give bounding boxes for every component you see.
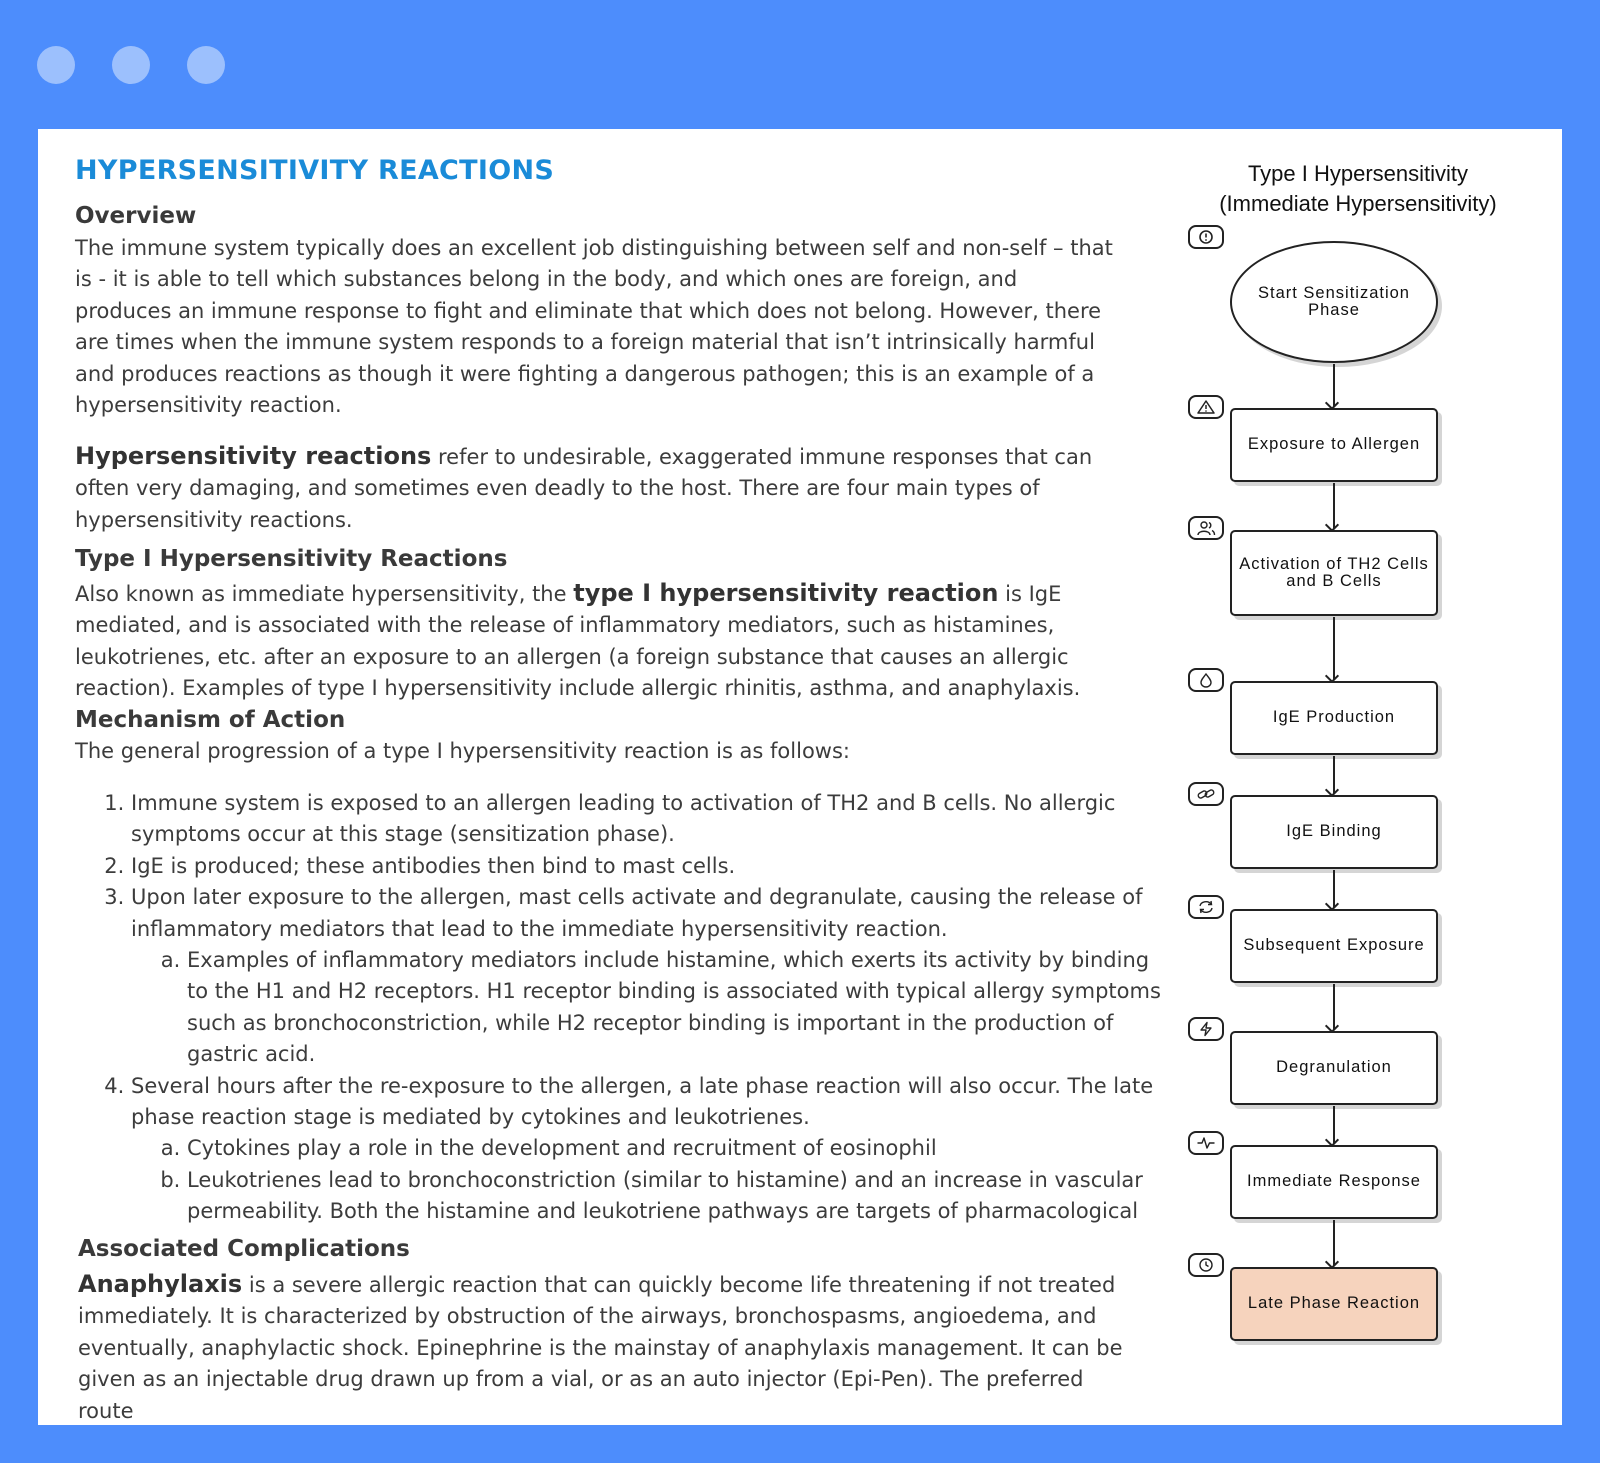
- flow-arrow: [1333, 364, 1335, 407]
- list-item-text: Upon later exposure to the allergen, mast cells activate and degranulate, causing the release of inflammatory mediators that lead to the immediate hypersensitivity reaction.: [131, 885, 1143, 941]
- flow-node-late-phase-reaction: [1230, 1267, 1438, 1341]
- clock-icon: [1188, 1253, 1224, 1277]
- page-title: HYPERSENSITIVITY REACTIONS: [75, 155, 555, 186]
- flow-node-ige-binding: [1230, 795, 1438, 869]
- flow-node-label: IgE Production: [1272, 708, 1396, 727]
- flow-arrow: [1333, 617, 1335, 680]
- complications-heading: Associated Complications: [78, 1236, 410, 1262]
- hypersensitivity-text: refer to undesirable, exaggerated immune responses that can often very damaging, and sometimes even deadly to the host. There are four main types of hypersensitivity reactions.: [75, 445, 1093, 532]
- window-dot[interactable]: [37, 46, 75, 84]
- sub-list-item: a. Cytokines play a role in the development and recruitment of eosinophil: [187, 1133, 1176, 1164]
- flow-node-label: Start Sensitization Phase: [1258, 283, 1410, 319]
- alert-circle-icon: [1188, 225, 1224, 249]
- flowchart-title-line1: Type I Hypersensitivity: [1247, 161, 1469, 186]
- flow-node-label: Subsequent Exposure: [1243, 936, 1425, 955]
- flow-node-ige-production: [1230, 681, 1438, 755]
- window-dot[interactable]: [187, 46, 225, 84]
- sub-list-item: b. Leukotrienes lead to bronchoconstriction (similar to histamine) and an increase in vascular permeability. Both the histamine and leukotriene pathways are targets of pharmacological: [187, 1165, 1176, 1228]
- anaphylaxis-text: is a severe allergic reaction that can quickly become life threatening if not treated immediately. It is characterized by obstruction of the airways, bronchospasms, angioedema, and eventually, anaphylactic shock. Epinephrine is the mainstay of anaphylaxis management. It can be given as an injectable drug drawn up from a vial, or as an auto injector (Epi-Pen). The preferred route: [78, 1273, 1123, 1423]
- overview-heading: Overview: [75, 203, 197, 229]
- list-item-text: IgE is produced; these antibodies then bind to mast cells.: [131, 853, 736, 878]
- flow-arrow: [1333, 984, 1335, 1030]
- type1-term: type I hypersensitivity reaction: [573, 579, 999, 607]
- droplet-icon: [1188, 668, 1224, 692]
- content-panel: [38, 129, 1562, 1425]
- sub-list: [131, 1133, 1176, 1227]
- hypersensitivity-paragraph: [75, 441, 1120, 536]
- link-icon: [1188, 782, 1224, 806]
- flow-node-label: Exposure to Allergen: [1247, 435, 1421, 454]
- sub-list-item: a. Examples of inflammatory mediators include histamine, which exerts its activity by binding to the H1 and H2 receptors. H1 receptor binding is associated with typical allergy symptoms such as bronchoconstriction, while H2 receptor binding is important in the production of gastric acid.: [187, 945, 1176, 1071]
- flow-arrow: [1333, 1106, 1335, 1144]
- flow-node-label: IgE Binding: [1286, 822, 1382, 841]
- list-item: [131, 788, 1176, 851]
- list-item-text: Several hours after the re-exposure to the allergen, a late phase reaction will also occur. The late phase reaction stage is mediated by cytokines and leukotrienes.: [131, 1073, 1154, 1130]
- activity-icon: [1188, 1131, 1224, 1155]
- moa-intro: The general progression of a type I hypersensitivity reaction is as follows:: [75, 739, 850, 763]
- flow-arrow: [1333, 1220, 1335, 1266]
- flow-node-activation-th2-b: [1230, 530, 1438, 616]
- type1-heading: Type I Hypersensitivity Reactions: [75, 546, 508, 572]
- flowchart-title-line2: (Immediate Hypersensitivity): [1219, 191, 1497, 216]
- anaphylaxis-paragraph: [78, 1269, 1123, 1425]
- sub-list: [131, 945, 1176, 1071]
- mechanism-steps: [75, 788, 1176, 1228]
- flow-arrow: [1333, 870, 1335, 908]
- flow-node-exposure-allergen: [1230, 408, 1438, 482]
- window-dot[interactable]: [112, 46, 150, 84]
- flow-node-label: Immediate Response: [1247, 1172, 1421, 1191]
- type1-text-pre: Also known as immediate hypersensitivity, the: [75, 582, 574, 606]
- flow-node-label: Degranulation: [1276, 1058, 1392, 1077]
- warning-triangle-icon: [1188, 395, 1224, 419]
- flow-node-immediate-response: [1230, 1145, 1438, 1219]
- type1-paragraph: [75, 578, 1120, 705]
- flow-arrow: [1333, 483, 1335, 529]
- list-item: [131, 882, 1176, 1070]
- flow-arrow: [1333, 756, 1335, 794]
- hypersensitivity-term: Hypersensitivity reactions: [75, 442, 432, 470]
- anaphylaxis-term: Anaphylaxis: [78, 1270, 243, 1298]
- list-item: [131, 1071, 1176, 1228]
- flow-node-label: Activation of TH2 Cells and B Cells: [1239, 554, 1429, 590]
- flow-node-start-sensitization: [1230, 241, 1438, 363]
- type1-text-post: is IgE mediated, and is associated with the release of inflammatory mediators, such as histamines, leukotrienes, etc. after an exposure to an allergen (a foreign substance that causes an allergic reaction). Examples of type I hypersensitivity include allergic rhinitis, asthma, and anaphylaxis.: [75, 582, 1081, 701]
- overview-paragraph: The immune system typically does an excellent job distinguishing between self and non-self – that is - it is able to tell which substances belong in the body, and which ones are foreign, and produces an immune response to fight and eliminate that which does not belong. However, there are times when the immune system responds to a foreign material that isn’t intrinsically harmful and produces reactions as though it were fighting a dangerous pathogen; this is an example of a hypersensitivity reaction.: [75, 236, 1113, 418]
- flow-node-subsequent-exposure: [1230, 909, 1438, 983]
- refresh-icon: [1188, 895, 1224, 919]
- flowchart-title: [1168, 159, 1548, 219]
- list-item: [131, 851, 1176, 882]
- type1-flowchart: [1168, 159, 1548, 1409]
- moa-heading: Mechanism of Action: [75, 707, 346, 733]
- users-icon: [1188, 516, 1224, 540]
- flow-node-label: Late Phase Reaction: [1247, 1294, 1421, 1313]
- list-item-text: Immune system is exposed to an allergen leading to activation of TH2 and B cells. No allergic symptoms occur at this stage (sensitization phase).: [131, 791, 1116, 847]
- flow-node-degranulation: [1230, 1031, 1438, 1105]
- lightning-icon: [1188, 1017, 1224, 1041]
